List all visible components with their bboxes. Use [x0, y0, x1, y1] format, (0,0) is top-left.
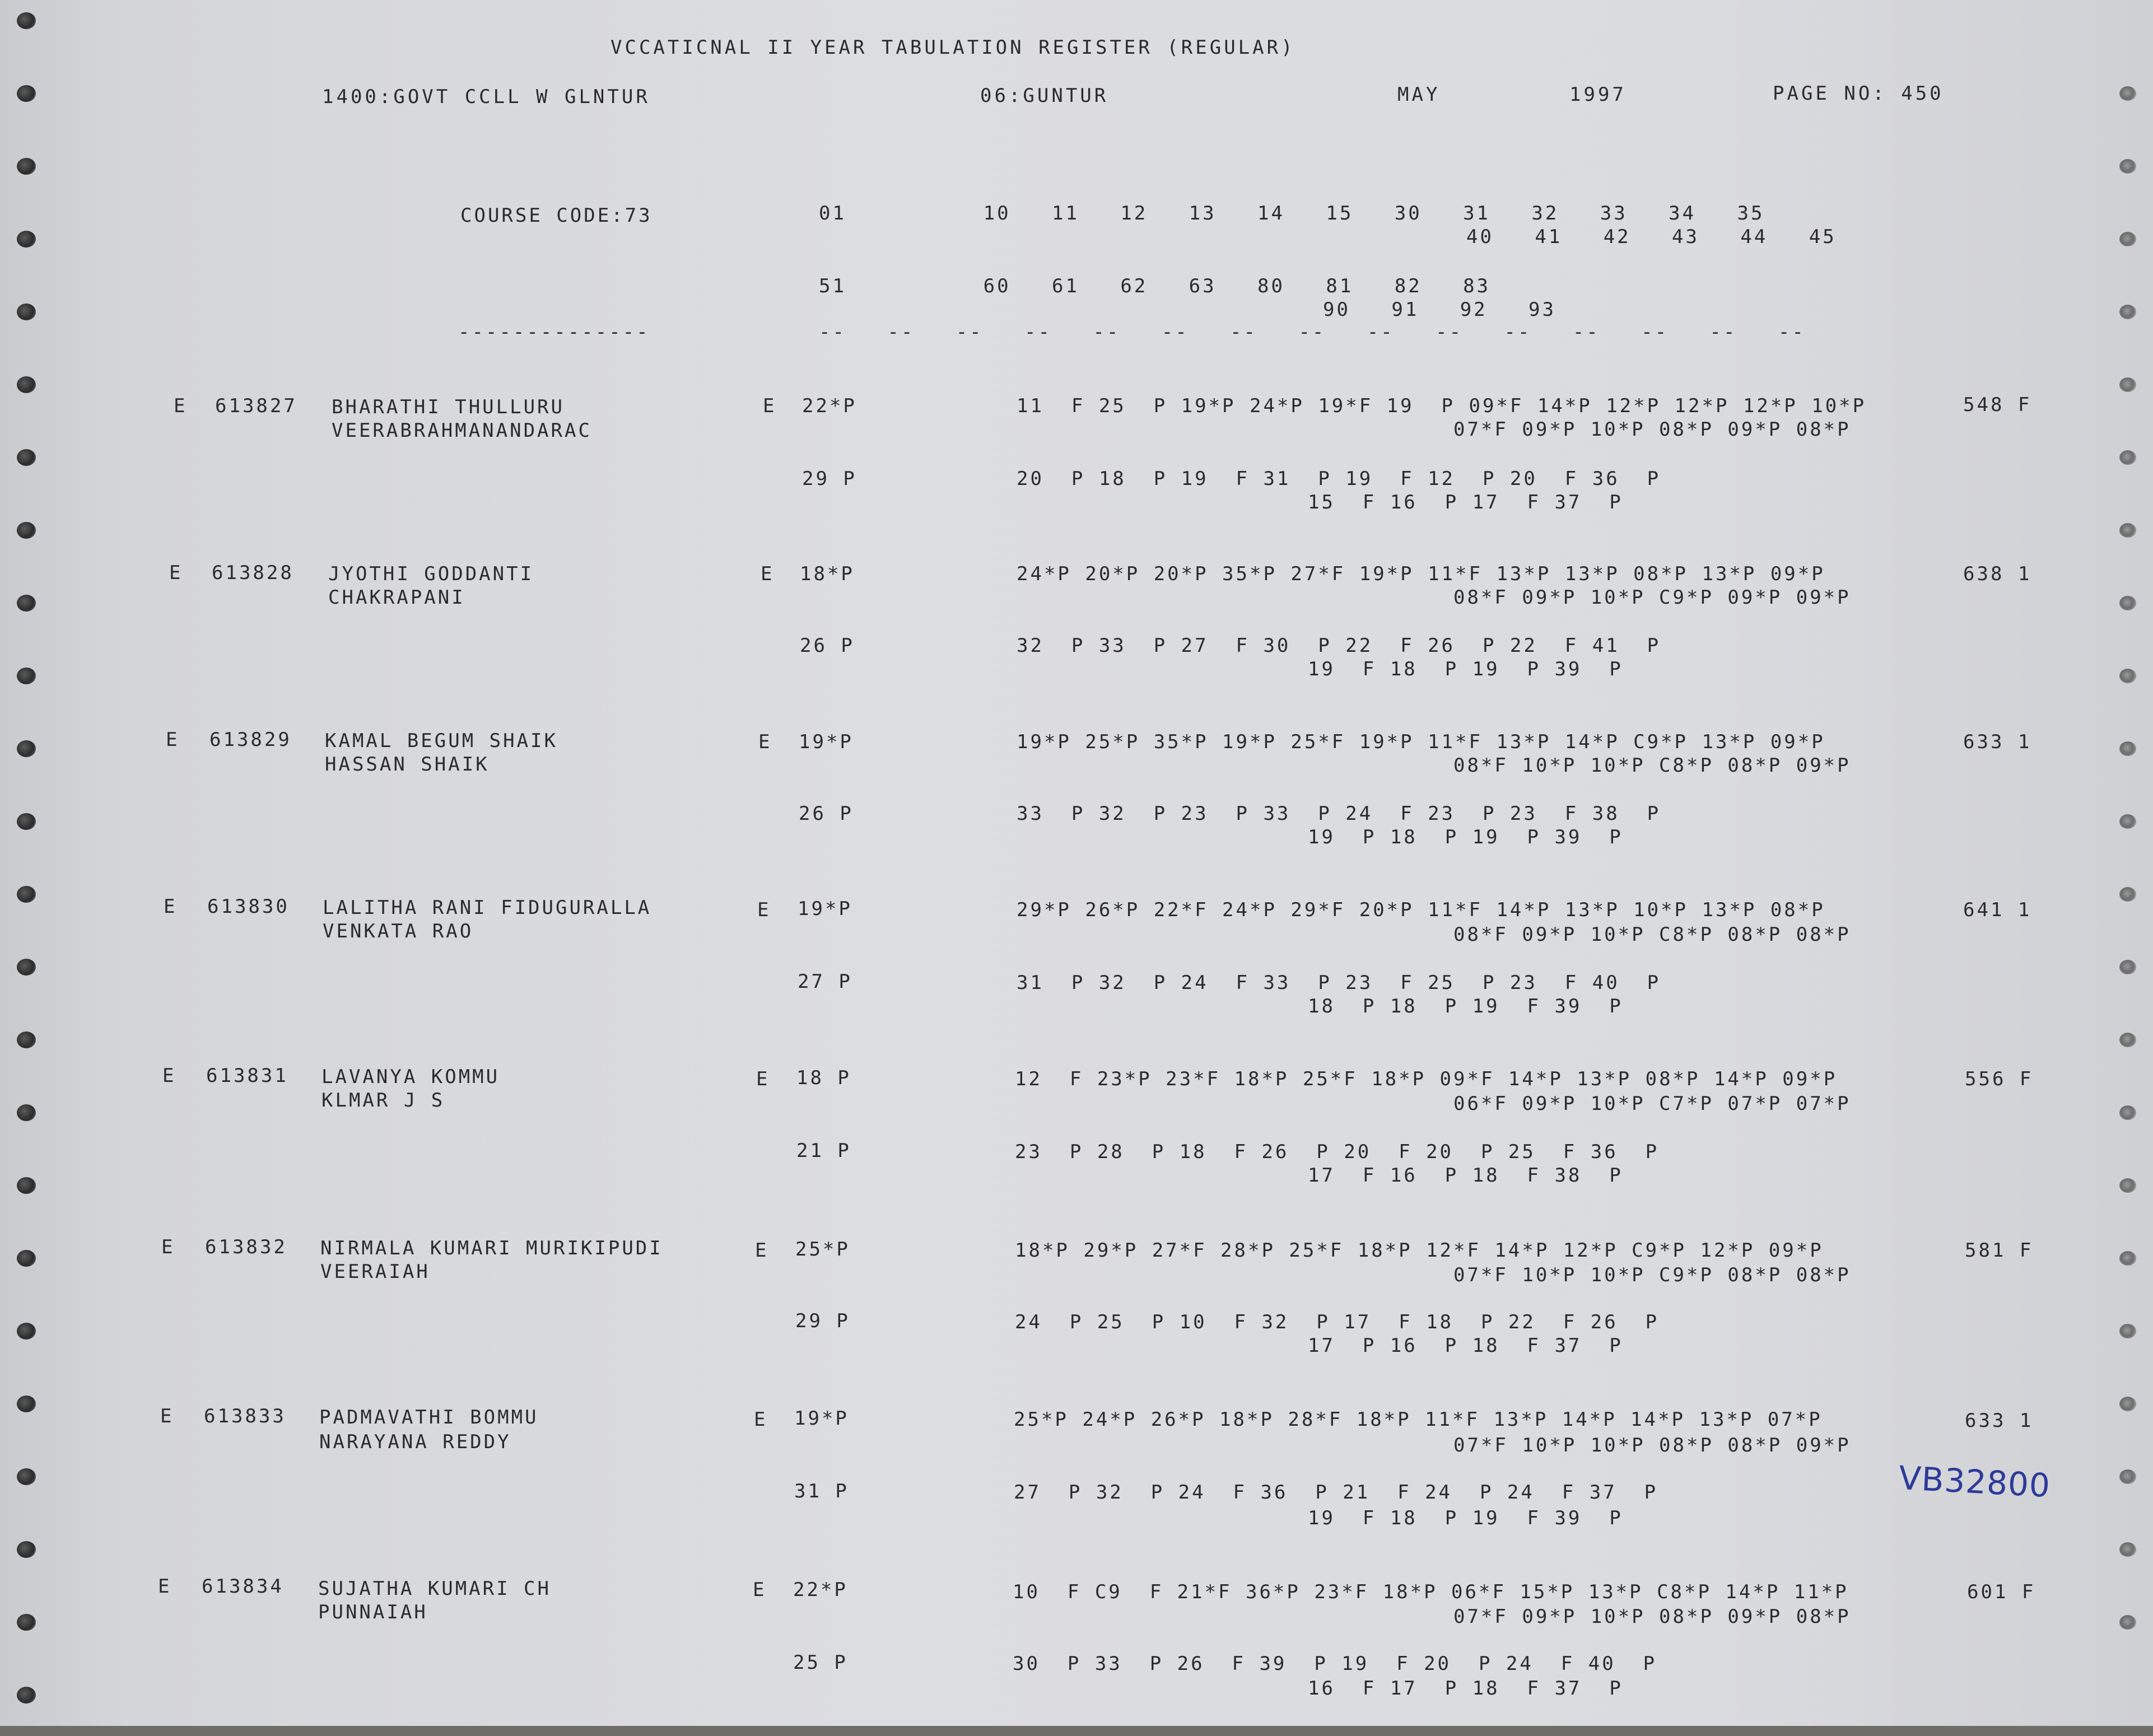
- part2-mark: 25 P: [793, 1651, 848, 1674]
- tractor-feed-holes-right: [2103, 0, 2153, 1726]
- part1-mark: 18 P: [796, 1067, 851, 1089]
- marks-line1: 18*P 29*P 27*F 28*P 25*F 18*P 12*F 14*P 12*P C9*P 12*P 09*P: [1015, 1239, 1824, 1262]
- student-category: E: [169, 562, 183, 584]
- part1-mark: 18*P: [800, 563, 855, 585]
- part2-mark: 27 P: [798, 970, 852, 993]
- total-result: 638 1: [1963, 563, 2032, 585]
- medium: E: [754, 1408, 768, 1431]
- total-result: 556 F: [1965, 1068, 2034, 1090]
- marks-line1-second: 08*F 09*P 10*P C9*P 09*P 09*P: [1453, 586, 1851, 609]
- roll-number: 613828: [212, 562, 294, 584]
- medium: E: [753, 1579, 767, 1601]
- total-result: 581 F: [1965, 1239, 2034, 1262]
- father-name: PUNNAIAH: [318, 1601, 428, 1623]
- marks-line1-second: 07*F 10*P 10*P 08*P 08*P 09*P: [1453, 1434, 1851, 1457]
- roll-number: 613831: [206, 1065, 288, 1087]
- handwritten-note: VB32800: [1898, 1458, 2052, 1505]
- student-category: E: [161, 1236, 175, 1258]
- medium: E: [755, 1239, 769, 1262]
- column-underline: -- -- -- -- -- -- -- -- -- -- -- -- -- -- --: [819, 321, 1806, 343]
- part1-mark: 25*P: [795, 1238, 850, 1261]
- marks-line2: 27 P 32 P 24 F 36 P 21 F 24 P 24 F 37 P: [1014, 1481, 1658, 1504]
- marks-line2-second: 17 F 16 P 18 F 38 P: [1308, 1164, 1623, 1187]
- roll-number: 613832: [205, 1236, 287, 1258]
- marks-line2-second: 19 P 18 P 19 P 39 P: [1308, 826, 1623, 848]
- marks-line1: 19*P 25*P 35*P 19*P 25*F 19*P 11*F 13*P 14*P C9*P 13*P 09*P: [1017, 731, 1825, 753]
- medium: E: [757, 899, 771, 921]
- total-result: 641 1: [1963, 899, 2032, 921]
- marks-line1: 11 F 25 P 19*P 24*P 19*F 19 P 09*F 14*P 12*P 12*P 12*P 10*P: [1017, 395, 1867, 417]
- marks-line2: 30 P 33 P 26 F 39 P 19 F 20 P 24 F 40 P: [1013, 1653, 1657, 1675]
- student-name: KAMAL BEGUM SHAIK: [325, 730, 558, 752]
- student-category: E: [160, 1405, 174, 1427]
- marks-line1: 12 F 23*P 23*F 18*P 25*F 18*P 09*F 14*P 13*P 08*P 14*P 09*P: [1015, 1068, 1838, 1090]
- total-result: 548 F: [1963, 394, 2032, 416]
- student-name: SUJATHA KUMARI CH: [318, 1578, 551, 1600]
- total-result: 633 1: [1963, 731, 2032, 753]
- student-name: NIRMALA KUMARI MURIKIPUDI: [320, 1237, 663, 1259]
- marks-line2-second: 15 F 16 P 17 F 37 P: [1308, 491, 1623, 514]
- student-category: E: [162, 1065, 176, 1087]
- marks-line2-second: 16 F 17 P 18 F 37 P: [1308, 1677, 1623, 1700]
- father-name: VEERABRAHMANANDARAC: [332, 419, 592, 442]
- roll-number: 613829: [209, 729, 292, 751]
- part2-mark: 29 P: [802, 468, 857, 490]
- roll-number: 613830: [207, 895, 290, 918]
- total-result: 633 1: [1965, 1410, 2034, 1432]
- marks-line2: 20 P 18 P 19 F 31 P 19 F 12 P 20 F 36 P: [1017, 468, 1661, 490]
- subject-codes-row2-second: 90 91 92 93: [1323, 298, 1556, 321]
- student-category: E: [164, 895, 178, 918]
- part2-mark: 31 P: [794, 1480, 849, 1502]
- exam-month: MAY: [1397, 83, 1441, 106]
- medium: E: [761, 563, 775, 585]
- college-code: 1400:GOVT CCLL W GLNTUR: [322, 86, 650, 108]
- marks-line1-second: 07*F 09*P 10*P 08*P 09*P 08*P: [1453, 418, 1851, 441]
- marks-line1: 29*P 26*P 22*F 24*P 29*F 20*P 11*F 14*P 13*P 10*P 13*P 08*P: [1017, 899, 1825, 921]
- student-name: PADMAVATHI BOMMU: [319, 1406, 539, 1429]
- subject-codes-row1-second: 40 41 42 43 44 45: [1466, 226, 1837, 248]
- district-code: 06:GUNTUR: [980, 85, 1109, 107]
- marks-line1-second: 08*F 10*P 10*P C8*P 08*P 09*P: [1453, 754, 1851, 777]
- father-name: NARAYANA REDDY: [319, 1431, 511, 1453]
- tractor-feed-holes-left: [17, 0, 67, 1726]
- medium: E: [756, 1068, 770, 1090]
- page-number: PAGE NO: 450: [1773, 82, 1944, 105]
- marks-line2-second: 18 P 18 P 19 F 39 P: [1308, 995, 1623, 1018]
- part2-mark: 26 P: [799, 802, 854, 825]
- part1-mark: 19*P: [794, 1407, 849, 1430]
- medium: E: [758, 731, 772, 753]
- subject-codes-row2: 51 60 61 62 63 80 81 82 83: [819, 275, 1491, 297]
- marks-line1-second: 07*F 09*P 10*P 08*P 09*P 08*P: [1453, 1606, 1851, 1628]
- marks-line2: 24 P 25 P 10 F 32 P 17 F 18 P 22 F 26 P: [1015, 1311, 1660, 1333]
- marks-line2: 23 P 28 P 18 F 26 P 20 F 20 P 25 F 36 P: [1015, 1141, 1660, 1163]
- marks-line2: 31 P 32 P 24 F 33 P 23 F 25 P 23 F 40 P: [1017, 972, 1661, 994]
- marks-line1-second: 07*F 10*P 10*P C9*P 08*P 08*P: [1453, 1264, 1851, 1286]
- part2-mark: 21 P: [796, 1140, 851, 1162]
- marks-line1: 10 F C9 F 21*F 36*P 23*F 18*P 06*F 15*P 13*P C8*P 14*P 11*P: [1013, 1581, 1849, 1603]
- student-category: E: [174, 395, 188, 417]
- exam-year: 1997: [1569, 83, 1627, 106]
- marks-line2-second: 19 F 18 P 19 P 39 P: [1308, 658, 1623, 680]
- marks-line2-second: 19 F 18 P 19 F 39 P: [1308, 1507, 1623, 1529]
- marks-line2-second: 17 P 16 P 18 F 37 P: [1308, 1334, 1623, 1357]
- part1-mark: 22*P: [802, 395, 857, 417]
- father-name: VENKATA RAO: [323, 920, 474, 942]
- subject-codes-row1: 01 10 11 12 13 14 15 30 31 32 33 34 35: [819, 202, 1765, 225]
- roll-number: 613834: [202, 1575, 284, 1598]
- desk-edge: [0, 1726, 2153, 1736]
- register-title: VCCATICNAL II YEAR TABULATION REGISTER (REGULAR): [611, 36, 1295, 59]
- part2-mark: 29 P: [795, 1310, 850, 1332]
- course-code-label: COURSE CODE:73: [460, 204, 653, 227]
- student-name: JYOTHI GODDANTI: [328, 563, 534, 585]
- part2-mark: 26 P: [800, 634, 855, 657]
- student-name: BHARATHI THULLURU: [332, 396, 565, 418]
- marks-line1-second: 06*F 09*P 10*P C7*P 07*P 07*P: [1453, 1093, 1851, 1115]
- marks-line1-second: 08*F 09*P 10*P C8*P 08*P 08*P: [1453, 923, 1851, 946]
- total-result: 601 F: [1967, 1581, 2036, 1603]
- father-name: HASSAN SHAIK: [325, 753, 490, 776]
- roll-number: 613827: [215, 395, 297, 417]
- marks-line2: 33 P 32 P 23 P 33 P 24 F 23 P 23 F 38 P: [1017, 802, 1661, 825]
- part1-mark: 22*P: [793, 1579, 848, 1601]
- part1-mark: 19*P: [799, 731, 854, 753]
- roll-number: 613833: [204, 1405, 286, 1427]
- medium: E: [763, 395, 777, 417]
- course-underline: --------------: [458, 321, 650, 343]
- student-category: E: [166, 729, 180, 751]
- marks-line1: 24*P 20*P 20*P 35*P 27*F 19*P 11*F 13*P 13*P 08*P 13*P 09*P: [1017, 563, 1825, 585]
- marks-line1: 25*P 24*P 26*P 18*P 28*F 18*P 11*F 13*P 14*P 14*P 13*P 07*P: [1014, 1408, 1823, 1431]
- father-name: VEERAIAH: [320, 1261, 430, 1283]
- student-category: E: [158, 1575, 172, 1598]
- student-name: LAVANYA KOMMU: [321, 1066, 500, 1088]
- father-name: KLMAR J S: [321, 1089, 445, 1112]
- part1-mark: 19*P: [798, 898, 852, 920]
- marks-line2: 32 P 33 P 27 F 30 P 22 F 26 P 22 F 41 P: [1017, 634, 1661, 657]
- student-name: LALITHA RANI FIDUGURALLA: [323, 897, 652, 919]
- father-name: CHAKRAPANI: [328, 586, 465, 609]
